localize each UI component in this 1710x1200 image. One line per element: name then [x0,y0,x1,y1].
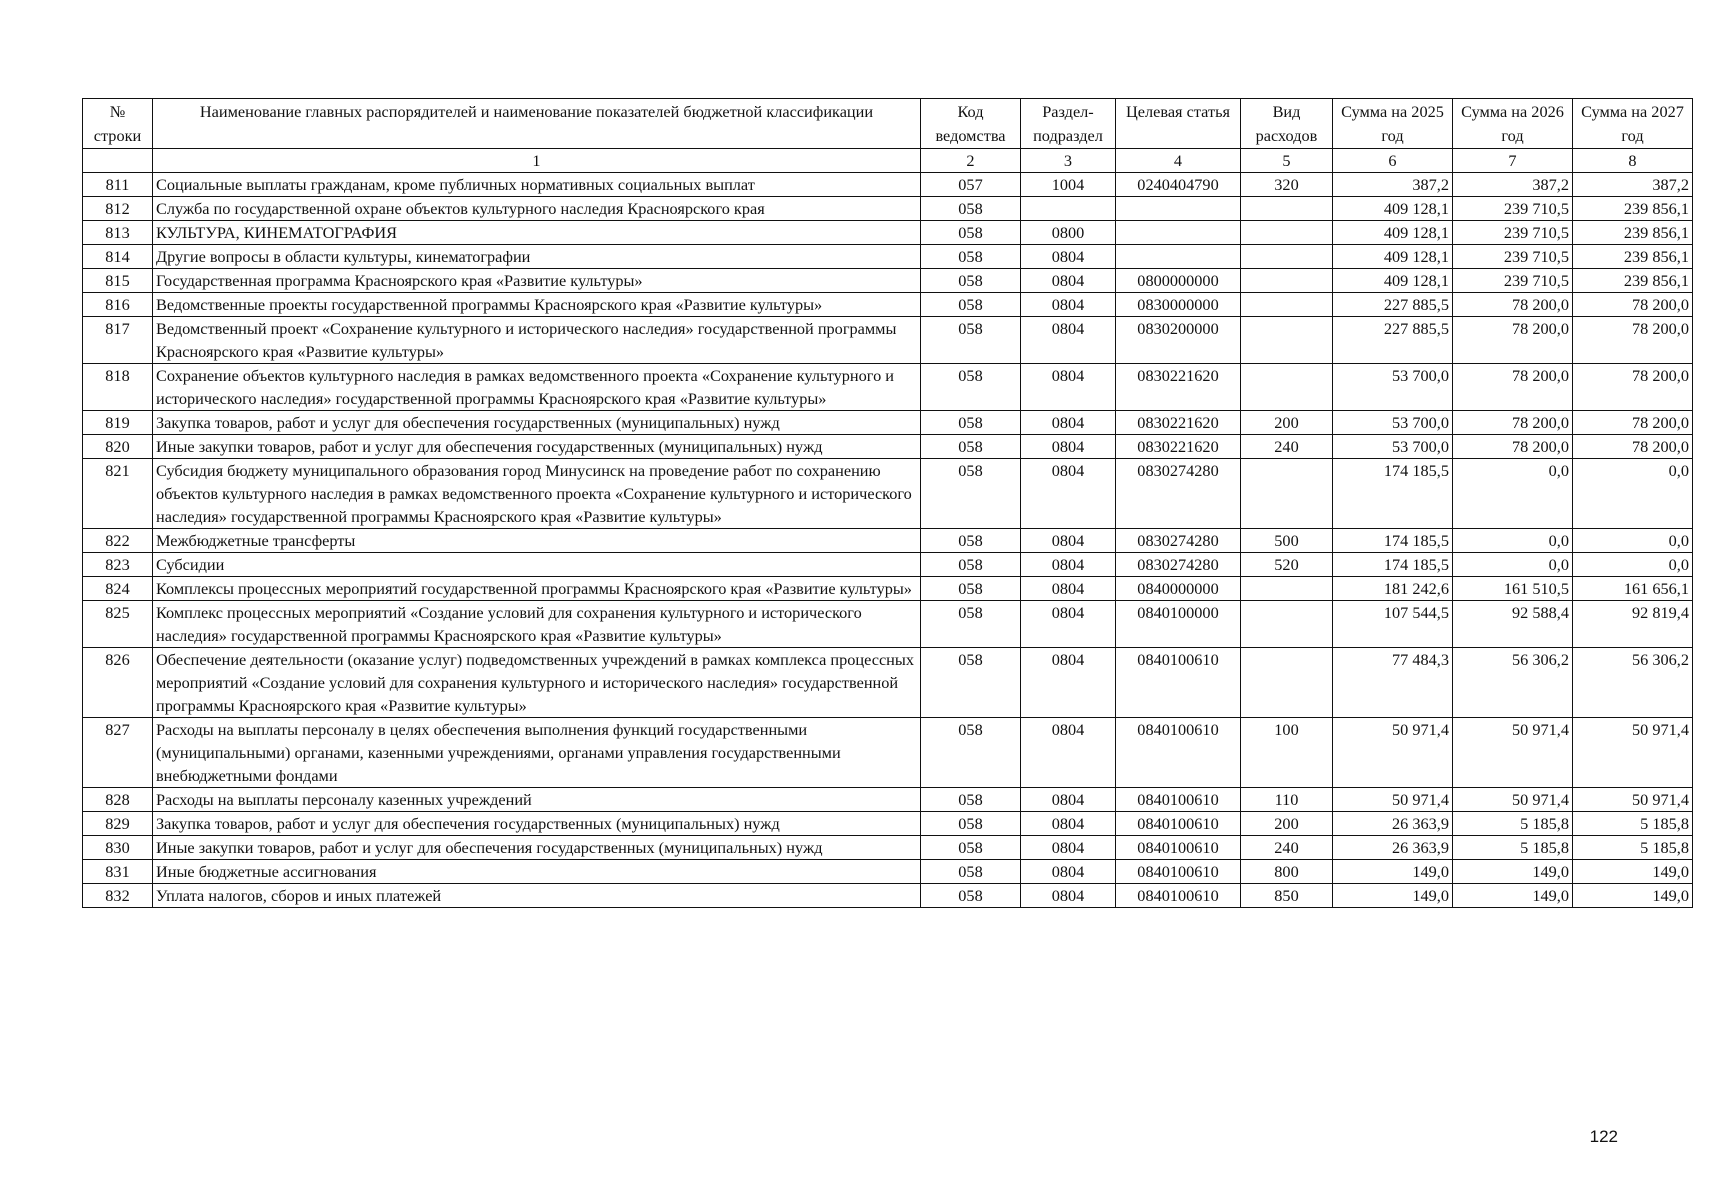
cell-expense-type [1241,245,1333,269]
cell-row-number: 827 [83,718,153,788]
cell-target-article: 0830274280 [1116,459,1241,529]
header-dept-code: Код ведомства [921,99,1021,149]
cell-sum-2026: 149,0 [1453,884,1573,908]
cell-target-article: 0830200000 [1116,317,1241,364]
cell-sum-2026: 78 200,0 [1453,411,1573,435]
cell-section: 0804 [1021,459,1116,529]
cell-name: Уплата налогов, сборов и иных платежей [153,884,921,908]
cell-sum-2026: 239 710,5 [1453,269,1573,293]
page-number: 122 [1589,1127,1618,1146]
column-number: 8 [1573,149,1693,173]
cell-expense-type: 850 [1241,884,1333,908]
cell-sum-2026: 149,0 [1453,860,1573,884]
cell-dept-code: 058 [921,788,1021,812]
cell-target-article [1116,221,1241,245]
cell-target-article: 0840100610 [1116,836,1241,860]
cell-sum-2025: 50 971,4 [1333,788,1453,812]
table-row [83,364,1693,411]
cell-section: 0804 [1021,812,1116,836]
cell-dept-code: 058 [921,459,1021,529]
cell-dept-code: 058 [921,553,1021,577]
cell-name: Социальные выплаты гражданам, кроме публичных нормативных социальных выплат [153,173,921,197]
cell-sum-2025: 53 700,0 [1333,364,1453,411]
cell-target-article: 0830221620 [1116,411,1241,435]
cell-dept-code: 058 [921,293,1021,317]
cell-row-number: 812 [83,197,153,221]
cell-sum-2026: 78 200,0 [1453,364,1573,411]
cell-sum-2025: 53 700,0 [1333,435,1453,459]
cell-dept-code: 058 [921,411,1021,435]
table-row [83,836,1693,860]
table-row [83,601,1693,648]
cell-sum-2027: 78 200,0 [1573,435,1693,459]
cell-sum-2026: 0,0 [1453,529,1573,553]
header-sum-2027: Сумма на 2027 год [1573,99,1693,149]
column-number: 7 [1453,149,1573,173]
cell-expense-type: 320 [1241,173,1333,197]
cell-section: 0804 [1021,601,1116,648]
cell-target-article: 0830000000 [1116,293,1241,317]
cell-expense-type [1241,364,1333,411]
table-row [83,884,1693,908]
cell-name: Иные закупки товаров, работ и услуг для обеспечения государственных (муниципальных) нужд [153,836,921,860]
cell-row-number: 825 [83,601,153,648]
cell-expense-type [1241,317,1333,364]
cell-section: 0804 [1021,293,1116,317]
cell-dept-code: 058 [921,364,1021,411]
cell-sum-2025: 409 128,1 [1333,197,1453,221]
cell-sum-2027: 92 819,4 [1573,601,1693,648]
cell-section: 0800 [1021,221,1116,245]
cell-section: 0804 [1021,577,1116,601]
cell-dept-code: 058 [921,317,1021,364]
cell-sum-2027: 78 200,0 [1573,364,1693,411]
cell-dept-code: 058 [921,884,1021,908]
cell-section: 0804 [1021,245,1116,269]
cell-expense-type [1241,577,1333,601]
cell-sum-2026: 78 200,0 [1453,435,1573,459]
cell-expense-type: 200 [1241,411,1333,435]
cell-sum-2027: 239 856,1 [1573,245,1693,269]
cell-row-number: 823 [83,553,153,577]
cell-sum-2025: 174 185,5 [1333,553,1453,577]
cell-sum-2026: 5 185,8 [1453,812,1573,836]
cell-sum-2027: 239 856,1 [1573,269,1693,293]
cell-row-number: 828 [83,788,153,812]
cell-target-article: 0840100610 [1116,812,1241,836]
cell-section: 0804 [1021,788,1116,812]
cell-sum-2026: 56 306,2 [1453,648,1573,718]
cell-section: 0804 [1021,860,1116,884]
cell-sum-2027: 78 200,0 [1573,317,1693,364]
cell-target-article: 0840100000 [1116,601,1241,648]
table-row [83,812,1693,836]
cell-sum-2027: 78 200,0 [1573,411,1693,435]
table-row [83,293,1693,317]
cell-name: Государственная программа Красноярского края «Развитие культуры» [153,269,921,293]
cell-dept-code: 058 [921,529,1021,553]
cell-sum-2025: 181 242,6 [1333,577,1453,601]
cell-sum-2027: 50 971,4 [1573,788,1693,812]
header-expense-type: Вид расходов [1241,99,1333,149]
cell-target-article: 0840000000 [1116,577,1241,601]
cell-sum-2025: 26 363,9 [1333,836,1453,860]
cell-section [1021,197,1116,221]
cell-expense-type [1241,459,1333,529]
cell-row-number: 816 [83,293,153,317]
cell-target-article: 0840100610 [1116,884,1241,908]
cell-expense-type: 240 [1241,836,1333,860]
cell-section: 0804 [1021,718,1116,788]
cell-sum-2025: 26 363,9 [1333,812,1453,836]
cell-sum-2027: 50 971,4 [1573,718,1693,788]
cell-name: Субсидии [153,553,921,577]
cell-expense-type [1241,269,1333,293]
cell-name: Иные бюджетные ассигнования [153,860,921,884]
cell-name: Расходы на выплаты персоналу казенных учреждений [153,788,921,812]
cell-sum-2027: 239 856,1 [1573,221,1693,245]
header-section: Раздел-подраздел [1021,99,1116,149]
cell-dept-code: 058 [921,836,1021,860]
header-sum-2026: Сумма на 2026 год [1453,99,1573,149]
cell-sum-2026: 161 510,5 [1453,577,1573,601]
cell-sum-2026: 0,0 [1453,459,1573,529]
cell-sum-2027: 149,0 [1573,884,1693,908]
cell-sum-2025: 53 700,0 [1333,411,1453,435]
cell-row-number: 829 [83,812,153,836]
column-number: 4 [1116,149,1241,173]
cell-sum-2026: 239 710,5 [1453,245,1573,269]
cell-sum-2025: 50 971,4 [1333,718,1453,788]
cell-name: Иные закупки товаров, работ и услуг для обеспечения государственных (муниципальных) нужд [153,435,921,459]
cell-target-article: 0840100610 [1116,648,1241,718]
cell-name: Ведомственные проекты государственной программы Красноярского края «Развитие культуры» [153,293,921,317]
cell-dept-code: 058 [921,718,1021,788]
column-number: 6 [1333,149,1453,173]
cell-sum-2026: 92 588,4 [1453,601,1573,648]
cell-row-number: 821 [83,459,153,529]
cell-target-article: 0240404790 [1116,173,1241,197]
table-row [83,577,1693,601]
cell-dept-code: 058 [921,245,1021,269]
table-row [83,788,1693,812]
cell-name: Ведомственный проект «Сохранение культурного и исторического наследия» государственной программы Красноярского края «Развитие культуры» [153,317,921,364]
cell-sum-2025: 409 128,1 [1333,221,1453,245]
cell-dept-code: 058 [921,812,1021,836]
cell-name: Межбюджетные трансферты [153,529,921,553]
cell-name: Обеспечение деятельности (оказание услуг) подведомственных учреждений в рамках комплекса процессных мероприятий «Создание условий для сохранения культурного и исторического наследия» государственной программы Красноярского края «Развитие культуры» [153,648,921,718]
column-number [83,149,153,173]
cell-row-number: 822 [83,529,153,553]
cell-name: Другие вопросы в области культуры, кинематографии [153,245,921,269]
cell-sum-2027: 56 306,2 [1573,648,1693,718]
cell-row-number: 831 [83,860,153,884]
cell-expense-type [1241,601,1333,648]
table-row [83,553,1693,577]
table-row [83,435,1693,459]
cell-target-article: 0830274280 [1116,553,1241,577]
cell-section: 1004 [1021,173,1116,197]
table-body [83,173,1693,908]
cell-sum-2026: 78 200,0 [1453,293,1573,317]
column-number: 5 [1241,149,1333,173]
cell-expense-type: 100 [1241,718,1333,788]
cell-name: Расходы на выплаты персоналу в целях обеспечения выполнения функций государственными (муниципальными) органами, казенными учреждениями, органами управления государственными внебюджетными фондами [153,718,921,788]
table-row [83,648,1693,718]
cell-dept-code: 058 [921,269,1021,293]
cell-row-number: 819 [83,411,153,435]
cell-dept-code: 057 [921,173,1021,197]
cell-row-number: 832 [83,884,153,908]
table-header-row [83,99,1693,149]
cell-row-number: 813 [83,221,153,245]
cell-row-number: 830 [83,836,153,860]
cell-sum-2027: 0,0 [1573,529,1693,553]
cell-sum-2025: 227 885,5 [1333,317,1453,364]
cell-sum-2025: 174 185,5 [1333,529,1453,553]
cell-sum-2026: 50 971,4 [1453,718,1573,788]
budget-table [82,98,1693,908]
cell-section: 0804 [1021,836,1116,860]
cell-name: Сохранение объектов культурного наследия в рамках ведомственного проекта «Сохранение культурного и исторического наследия» государственной программы Красноярского края «Развитие культуры» [153,364,921,411]
cell-name: Закупка товаров, работ и услуг для обеспечения государственных (муниципальных) нужд [153,812,921,836]
table-row [83,411,1693,435]
cell-dept-code: 058 [921,197,1021,221]
cell-name: Субсидия бюджету муниципального образования город Минусинск на проведение работ по сохранению объектов культурного наследия в рамках ведомственного проекта «Сохранение культурного и исторического наследия» государственной программы Красноярского края «Развитие культуры» [153,459,921,529]
table-row [83,459,1693,529]
cell-sum-2025: 149,0 [1333,860,1453,884]
cell-sum-2025: 174 185,5 [1333,459,1453,529]
column-number: 1 [153,149,921,173]
cell-sum-2026: 239 710,5 [1453,197,1573,221]
cell-section: 0804 [1021,364,1116,411]
header-target-article: Целевая статья [1116,99,1241,149]
cell-row-number: 824 [83,577,153,601]
cell-target-article: 0800000000 [1116,269,1241,293]
cell-expense-type [1241,197,1333,221]
cell-sum-2027: 161 656,1 [1573,577,1693,601]
cell-expense-type [1241,221,1333,245]
cell-target-article [1116,245,1241,269]
cell-expense-type: 110 [1241,788,1333,812]
cell-target-article: 0840100610 [1116,788,1241,812]
cell-sum-2027: 0,0 [1573,459,1693,529]
table-row [83,860,1693,884]
cell-expense-type: 240 [1241,435,1333,459]
cell-expense-type: 520 [1241,553,1333,577]
cell-row-number: 817 [83,317,153,364]
table-row [83,173,1693,197]
cell-sum-2026: 0,0 [1453,553,1573,577]
cell-name: Служба по государственной охране объектов культурного наследия Красноярского края [153,197,921,221]
cell-row-number: 826 [83,648,153,718]
cell-sum-2027: 78 200,0 [1573,293,1693,317]
cell-row-number: 820 [83,435,153,459]
cell-target-article: 0840100610 [1116,860,1241,884]
cell-sum-2025: 149,0 [1333,884,1453,908]
cell-sum-2027: 5 185,8 [1573,836,1693,860]
cell-section: 0804 [1021,411,1116,435]
cell-section: 0804 [1021,317,1116,364]
cell-row-number: 818 [83,364,153,411]
cell-sum-2027: 0,0 [1573,553,1693,577]
cell-sum-2027: 149,0 [1573,860,1693,884]
cell-dept-code: 058 [921,601,1021,648]
cell-dept-code: 058 [921,648,1021,718]
cell-sum-2026: 78 200,0 [1453,317,1573,364]
cell-section: 0804 [1021,269,1116,293]
cell-sum-2027: 239 856,1 [1573,197,1693,221]
cell-expense-type [1241,648,1333,718]
cell-target-article: 0840100610 [1116,718,1241,788]
cell-sum-2027: 387,2 [1573,173,1693,197]
cell-name: Комплексы процессных мероприятий государственной программы Красноярского края «Развитие культуры» [153,577,921,601]
header-row-number: № строки [83,99,153,149]
cell-expense-type [1241,293,1333,317]
header-name: Наименование главных распорядителей и наименование показателей бюджетной классификации [153,99,921,149]
cell-section: 0804 [1021,553,1116,577]
cell-name: Комплекс процессных мероприятий «Создание условий для сохранения культурного и исторического наследия» государственной программы Красноярского края «Развитие культуры» [153,601,921,648]
cell-dept-code: 058 [921,577,1021,601]
cell-sum-2025: 409 128,1 [1333,269,1453,293]
column-number-row [83,149,1693,173]
cell-target-article: 0830221620 [1116,364,1241,411]
cell-expense-type: 500 [1241,529,1333,553]
cell-sum-2025: 77 484,3 [1333,648,1453,718]
table-row [83,221,1693,245]
cell-name: КУЛЬТУРА, КИНЕМАТОГРАФИЯ [153,221,921,245]
cell-sum-2025: 227 885,5 [1333,293,1453,317]
cell-target-article: 0830221620 [1116,435,1241,459]
cell-target-article [1116,197,1241,221]
column-number: 3 [1021,149,1116,173]
cell-section: 0804 [1021,435,1116,459]
cell-section: 0804 [1021,648,1116,718]
budget-document [82,98,1692,908]
table-row [83,245,1693,269]
table-row [83,197,1693,221]
cell-sum-2026: 387,2 [1453,173,1573,197]
cell-dept-code: 058 [921,435,1021,459]
cell-sum-2026: 239 710,5 [1453,221,1573,245]
cell-dept-code: 058 [921,860,1021,884]
cell-sum-2026: 5 185,8 [1453,836,1573,860]
cell-expense-type: 800 [1241,860,1333,884]
cell-sum-2025: 387,2 [1333,173,1453,197]
column-number: 2 [921,149,1021,173]
cell-name: Закупка товаров, работ и услуг для обеспечения государственных (муниципальных) нужд [153,411,921,435]
table-row [83,718,1693,788]
cell-dept-code: 058 [921,221,1021,245]
cell-row-number: 814 [83,245,153,269]
cell-expense-type: 200 [1241,812,1333,836]
cell-target-article: 0830274280 [1116,529,1241,553]
cell-section: 0804 [1021,884,1116,908]
cell-row-number: 815 [83,269,153,293]
cell-sum-2027: 5 185,8 [1573,812,1693,836]
cell-row-number: 811 [83,173,153,197]
cell-sum-2025: 409 128,1 [1333,245,1453,269]
table-row [83,269,1693,293]
table-row [83,317,1693,364]
cell-sum-2025: 107 544,5 [1333,601,1453,648]
cell-section: 0804 [1021,529,1116,553]
cell-sum-2026: 50 971,4 [1453,788,1573,812]
header-sum-2025: Сумма на 2025 год [1333,99,1453,149]
table-row [83,529,1693,553]
